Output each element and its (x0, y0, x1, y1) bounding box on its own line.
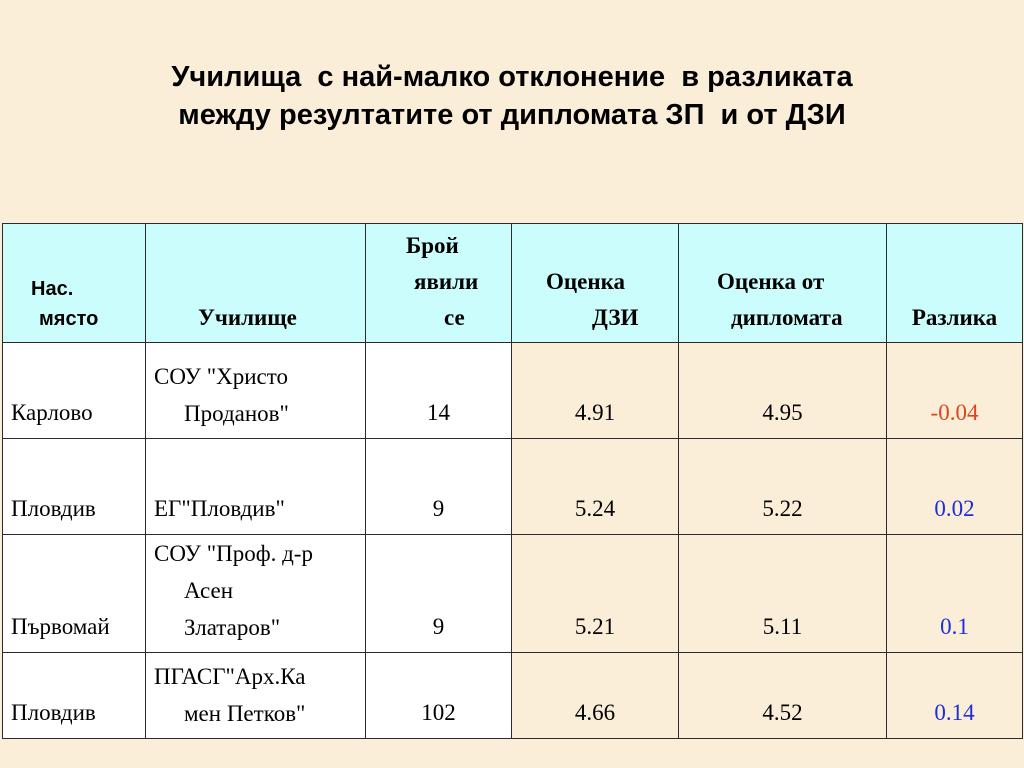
cell-diff (887, 535, 1023, 653)
school-text (146, 490, 365, 534)
header-diploma-line-2: дипломата (731, 305, 843, 330)
cell-school (146, 439, 366, 535)
dzi-text: 4.91 (574, 400, 616, 425)
school-line: ПГАСГ"Арх.Ка (154, 664, 306, 689)
school-line: СОУ "Христо (154, 364, 288, 389)
cell-school (146, 535, 366, 653)
header-place-line-2: място (39, 308, 99, 330)
table-row (3, 535, 1023, 653)
cell-diploma (679, 653, 887, 739)
header-count-line-3: се (444, 305, 465, 330)
header-count (366, 224, 512, 343)
count-text: 9 (432, 614, 445, 639)
cell-count (366, 439, 512, 535)
diploma-text: 4.95 (762, 400, 803, 425)
header-count-line-2: явили (414, 269, 479, 294)
header-dzi (512, 224, 679, 343)
cell-place (3, 653, 146, 739)
cell-diploma (679, 343, 887, 439)
header-school (146, 224, 366, 343)
cell-dzi (512, 439, 679, 535)
dzi-text: 4.66 (574, 700, 616, 725)
cell-dzi (512, 535, 679, 653)
school-line: ЕГ"Пловдив" (154, 496, 285, 521)
school-text (146, 358, 365, 438)
header-dzi-line-1: Оценка (546, 269, 626, 294)
cell-diploma (679, 439, 887, 535)
cell-place (3, 343, 146, 439)
cell-count (366, 653, 512, 739)
header-count-line-1: Брой (406, 233, 459, 258)
table-header-row (3, 224, 1023, 343)
cell-diff (887, 439, 1023, 535)
table-row (3, 653, 1023, 739)
cell-count (366, 343, 512, 439)
cell-school (146, 343, 366, 439)
count-text: 14 (427, 400, 450, 425)
diff-text: -0.04 (930, 400, 979, 425)
header-diploma (679, 224, 887, 343)
place-text: Пловдив (11, 496, 96, 521)
diploma-text: 4.52 (762, 700, 803, 725)
place-text: Пловдив (11, 700, 96, 725)
header-school-label: Училище (198, 305, 297, 330)
schools-table (2, 223, 1023, 739)
title-line-2: между резултатите от дипломата ЗП и от ДЗИ (178, 99, 846, 131)
count-text: 102 (421, 700, 456, 725)
cell-school (146, 653, 366, 739)
dzi-text: 5.24 (574, 496, 616, 521)
diff-text: 0.14 (934, 700, 975, 725)
title-line-1: Училища с най-малко отклонение в разликата (171, 61, 853, 93)
header-place (3, 224, 146, 343)
header-diff-label: Разлика (911, 305, 998, 330)
diploma-text: 5.22 (762, 496, 803, 521)
dzi-text: 5.21 (574, 614, 616, 639)
diff-text: 0.1 (940, 614, 969, 639)
header-dzi-line-2: ДЗИ (592, 305, 639, 330)
cell-place (3, 535, 146, 653)
school-line: Асен (184, 578, 234, 603)
school-line: Златаров" (184, 615, 281, 640)
header-diploma-line-1: Оценка от (717, 269, 825, 294)
cell-dzi (512, 343, 679, 439)
school-line: мен Петков" (184, 701, 306, 726)
header-diff (887, 224, 1023, 343)
cell-dzi (512, 653, 679, 739)
school-line: Проданов" (184, 401, 289, 426)
table-row (3, 343, 1023, 439)
school-text (146, 535, 365, 652)
table-row (3, 439, 1023, 535)
cell-place (3, 439, 146, 535)
diploma-text: 5.11 (762, 614, 803, 639)
diff-text: 0.02 (934, 496, 975, 521)
cell-diff (887, 653, 1023, 739)
cell-diff (887, 343, 1023, 439)
slide-title (0, 58, 1024, 134)
cell-count (366, 535, 512, 653)
school-line: СОУ "Проф. д-р (154, 541, 313, 566)
school-text (146, 658, 365, 738)
count-text: 9 (432, 496, 445, 521)
cell-diploma (679, 535, 887, 653)
header-place-line-1: Нас. (31, 278, 74, 300)
place-text: Карлово (11, 400, 93, 425)
place-text: Първомай (11, 614, 110, 639)
